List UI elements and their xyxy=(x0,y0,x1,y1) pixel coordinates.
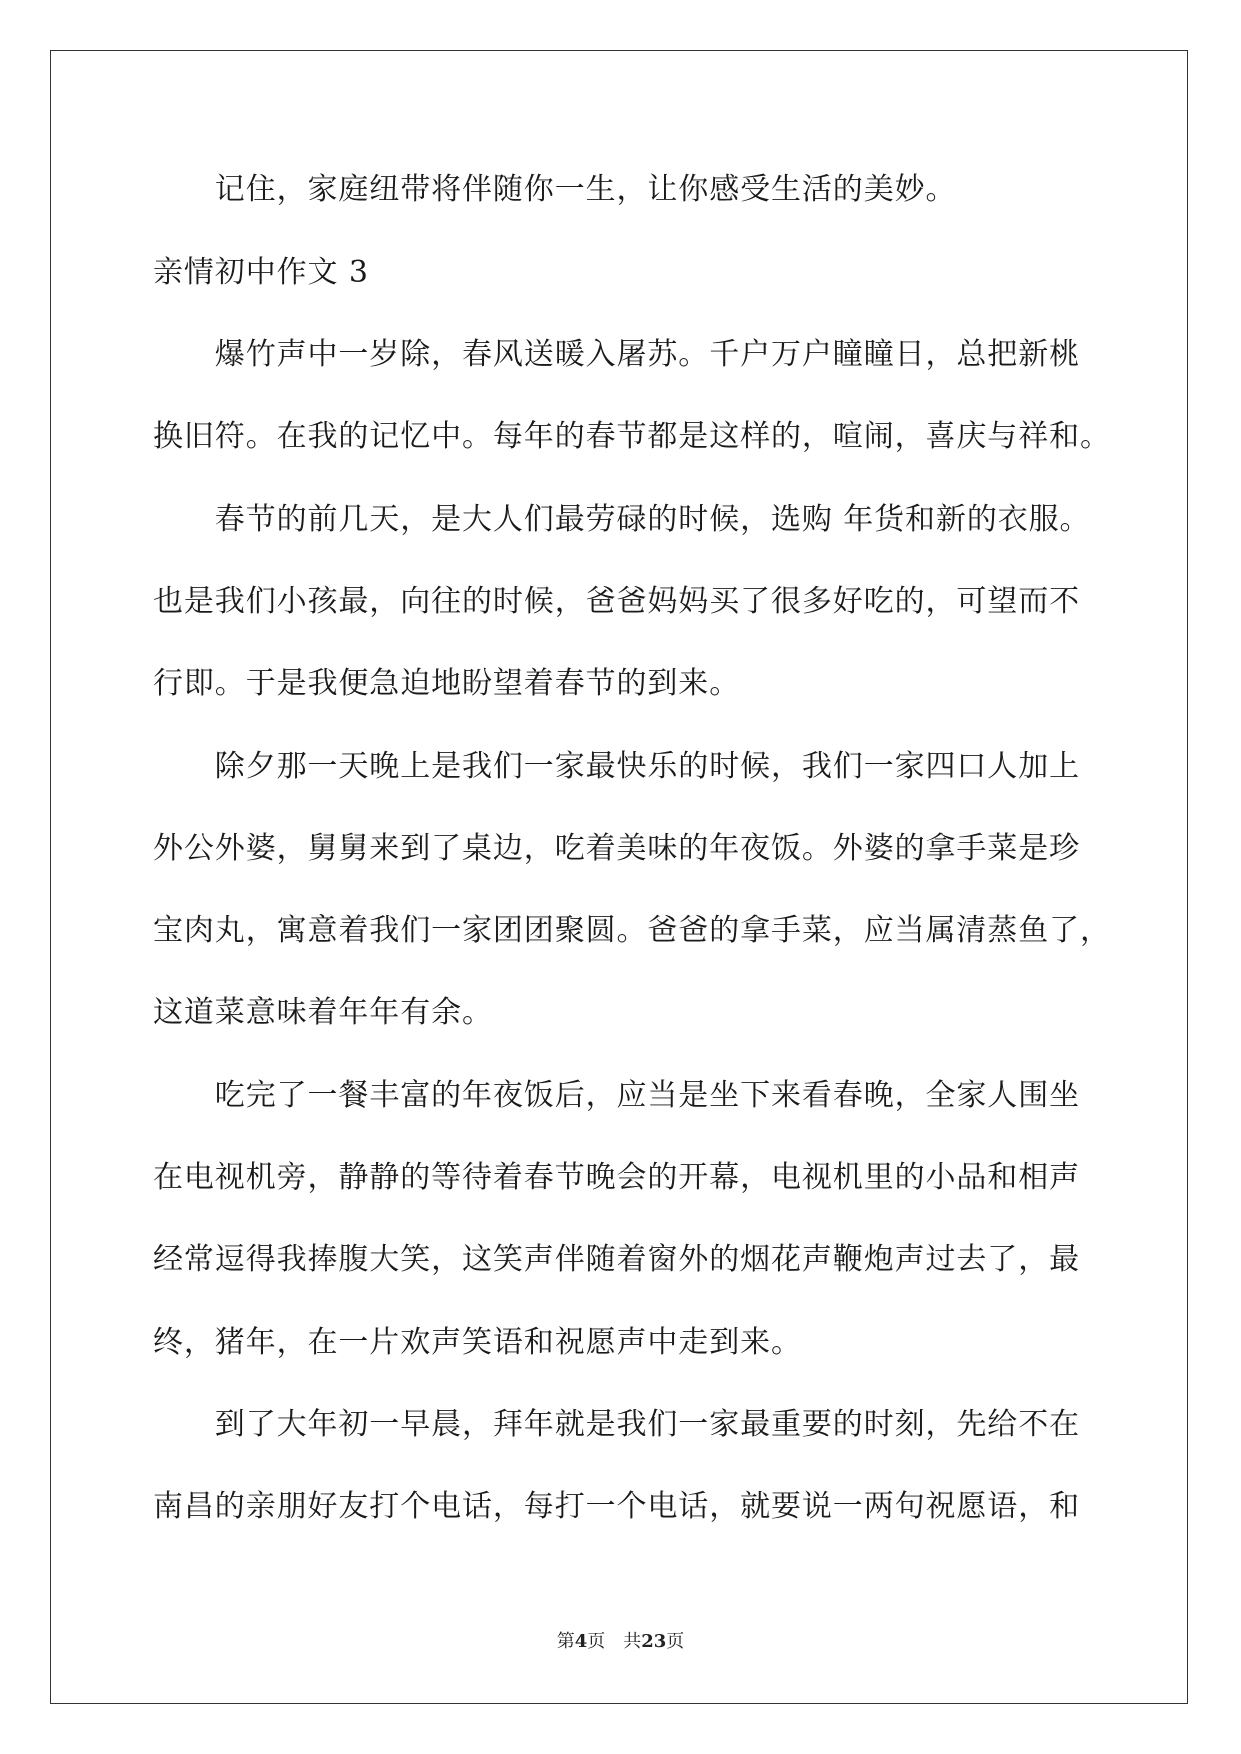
paragraph-line: 宝肉丸，寓意着我们一家团团聚圆。爸爸的拿手菜，应当属清蒸鱼了， xyxy=(153,913,1111,948)
current-page-number: 4 xyxy=(574,1631,588,1652)
paragraph-line: 记住，家庭纽带将伴随你一生，让你感受生活的美妙。 xyxy=(153,172,957,207)
page-suffix: 页 xyxy=(666,1631,685,1652)
paragraph-line: 终，猪年，在一片欢声笑语和祝愿声中走到来。 xyxy=(153,1325,802,1360)
paragraph-line: 春节的前几天，是大人们最劳碌的时候，选购 年货和新的衣服。 xyxy=(153,502,1091,537)
paragraph-line: 在电视机旁，静静的等待着春节晚会的开幕，电视机里的小品和相声 xyxy=(153,1160,1080,1195)
section-heading: 亲情初中作文 3 xyxy=(153,255,369,290)
paragraph-line: 外公外婆，舅舅来到了桌边，吃着美味的年夜饭。外婆的拿手菜是珍 xyxy=(153,831,1080,866)
paragraph-line: 爆竹声中一岁除，春风送暖入屠苏。千户万户瞳瞳日，总把新桃 xyxy=(153,337,1080,372)
paragraph-line: 行即。于是我便急迫地盼望着春节的到来。 xyxy=(153,666,741,701)
page-border xyxy=(50,50,1188,1704)
paragraph-line: 也是我们小孩最，向往的时候，爸爸妈妈买了很多好吃的，可望而不 xyxy=(153,584,1080,619)
page-mid: 页 共 xyxy=(587,1631,642,1652)
paragraph-line: 经常逗得我捧腹大笑，这笑声伴随着窗外的烟花声鞭炮声过去了，最 xyxy=(153,1242,1080,1277)
page-prefix: 第 xyxy=(556,1631,575,1652)
paragraph-line: 南昌的亲朋好友打个电话，每打一个电话，就要说一两句祝愿语，和 xyxy=(153,1489,1080,1524)
page-footer xyxy=(0,1630,1241,1654)
paragraph-line: 换旧符。在我的记忆中。每年的春节都是这样的，喧闹，喜庆与祥和。 xyxy=(153,419,1111,454)
paragraph-line: 这道菜意味着年年有余。 xyxy=(153,995,493,1030)
paragraph-line: 到了大年初一早晨，拜年就是我们一家最重要的时刻，先给不在 xyxy=(153,1407,1080,1442)
paragraph-line: 除夕那一天晚上是我们一家最快乐的时候，我们一家四口人加上 xyxy=(153,749,1080,784)
paragraph-line: 吃完了一餐丰富的年夜饭后，应当是坐下来看春晚，全家人围坐 xyxy=(153,1078,1080,1113)
total-pages-number: 23 xyxy=(641,1631,667,1652)
